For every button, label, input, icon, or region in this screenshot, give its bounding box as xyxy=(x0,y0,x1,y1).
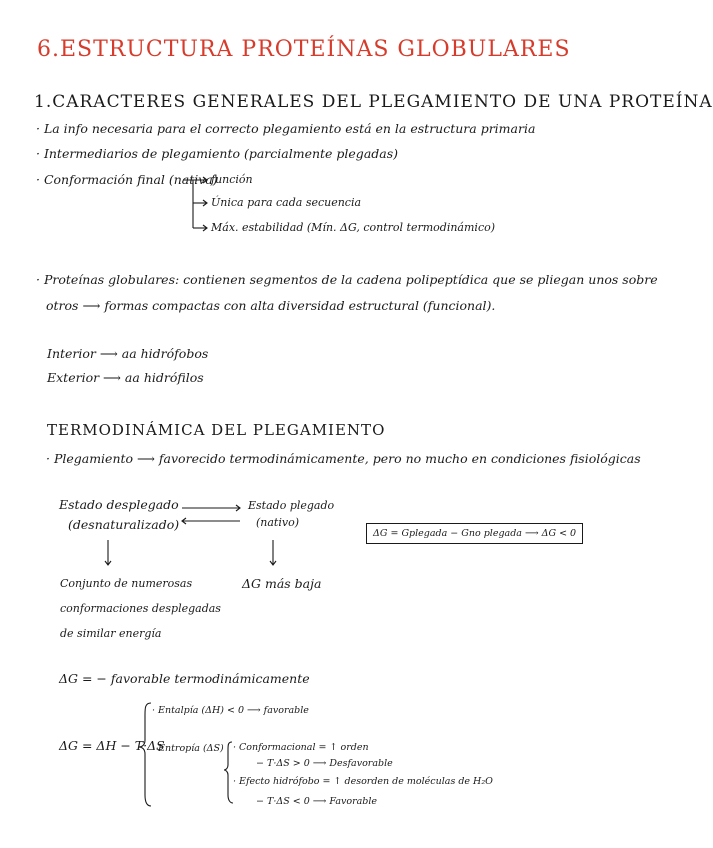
delta-g-negative-favorable: ΔG = − favorable termodinámicamente xyxy=(59,671,310,686)
section2-heading: TERMODINÁMICA DEL PLEGAMIENTO xyxy=(47,421,386,439)
folding-favored-bullet: · Plegamiento ⟶ favorecido termodinámicamente, pero no mucho en condiciones fisiológicas xyxy=(46,451,641,466)
unfolded-desc-2: conformaciones desplegadas xyxy=(60,602,221,615)
branch-max-estabilidad: Máx. estabilidad (Mín. ΔG, control termodinámico) xyxy=(211,221,496,234)
folded-desc: ΔG más baja xyxy=(242,576,322,591)
hydrophobic-result: − T·ΔS < 0 ⟶ Favorable xyxy=(256,796,378,807)
branch-unica: Única para cada secuencia xyxy=(211,196,362,209)
unfolded-desc-3: de similar energía xyxy=(60,627,162,640)
enthalpy-line: · Entalpía (ΔH) < 0 ⟶ favorable xyxy=(152,705,309,716)
page-title: 6.ESTRUCTURA PROTEÍNAS GLOBULARES xyxy=(37,37,571,62)
conformational-line: · Conformacional = ↑ orden xyxy=(233,742,369,753)
entropy-line: · Entropía (ΔS) xyxy=(152,743,224,754)
bullet-info-primary: · La info necesaria para el correcto plegamiento está en la estructura primaria xyxy=(36,121,536,136)
interior-line: Interior ⟶ aa hidrófobos xyxy=(47,346,209,361)
bullet-final-conformation: · Conformación final (nativa) xyxy=(36,172,218,187)
gibbs-equation: ΔG = ΔH − T·ΔS xyxy=(59,738,165,753)
folded-state-label: Estado plegado xyxy=(248,499,335,512)
delta-g-formula-box: ΔG = Gplegada − Gno plegada ⟶ ΔG < 0 xyxy=(366,523,583,544)
branch-funcion: función xyxy=(211,173,253,186)
unfolded-state-label: Estado desplegado xyxy=(59,497,179,512)
big-brace xyxy=(139,703,151,806)
unfolded-desc-1: Conjunto de numerosas xyxy=(60,577,193,590)
section1-heading: 1.CARACTERES GENERALES DEL PLEGAMIENTO DE UNA PROTEÍNA xyxy=(34,92,713,112)
bullet-intermediates: · Intermediarios de plegamiento (parcialmente plegadas) xyxy=(36,146,399,161)
hydrophobic-effect-line: · Efecto hidrófobo = ↑ desorden de moléculas de H₂O xyxy=(233,776,493,787)
globular-proteins-line1: · Proteínas globulares: contienen segmentos de la cadena polipeptídica que se pliegan unos sobre xyxy=(36,272,658,287)
conformational-result: − T·ΔS > 0 ⟶ Desfavorable xyxy=(256,758,393,769)
globular-proteins-line2: otros ⟶ formas compactas con alta diversidad estructural (funcional). xyxy=(46,298,496,313)
exterior-line: Exterior ⟶ aa hidrófilos xyxy=(47,370,204,385)
folded-state-sub: (nativo) xyxy=(256,516,300,529)
unfolded-state-sub: (desnaturalizado) xyxy=(68,517,180,532)
small-brace xyxy=(224,742,233,803)
